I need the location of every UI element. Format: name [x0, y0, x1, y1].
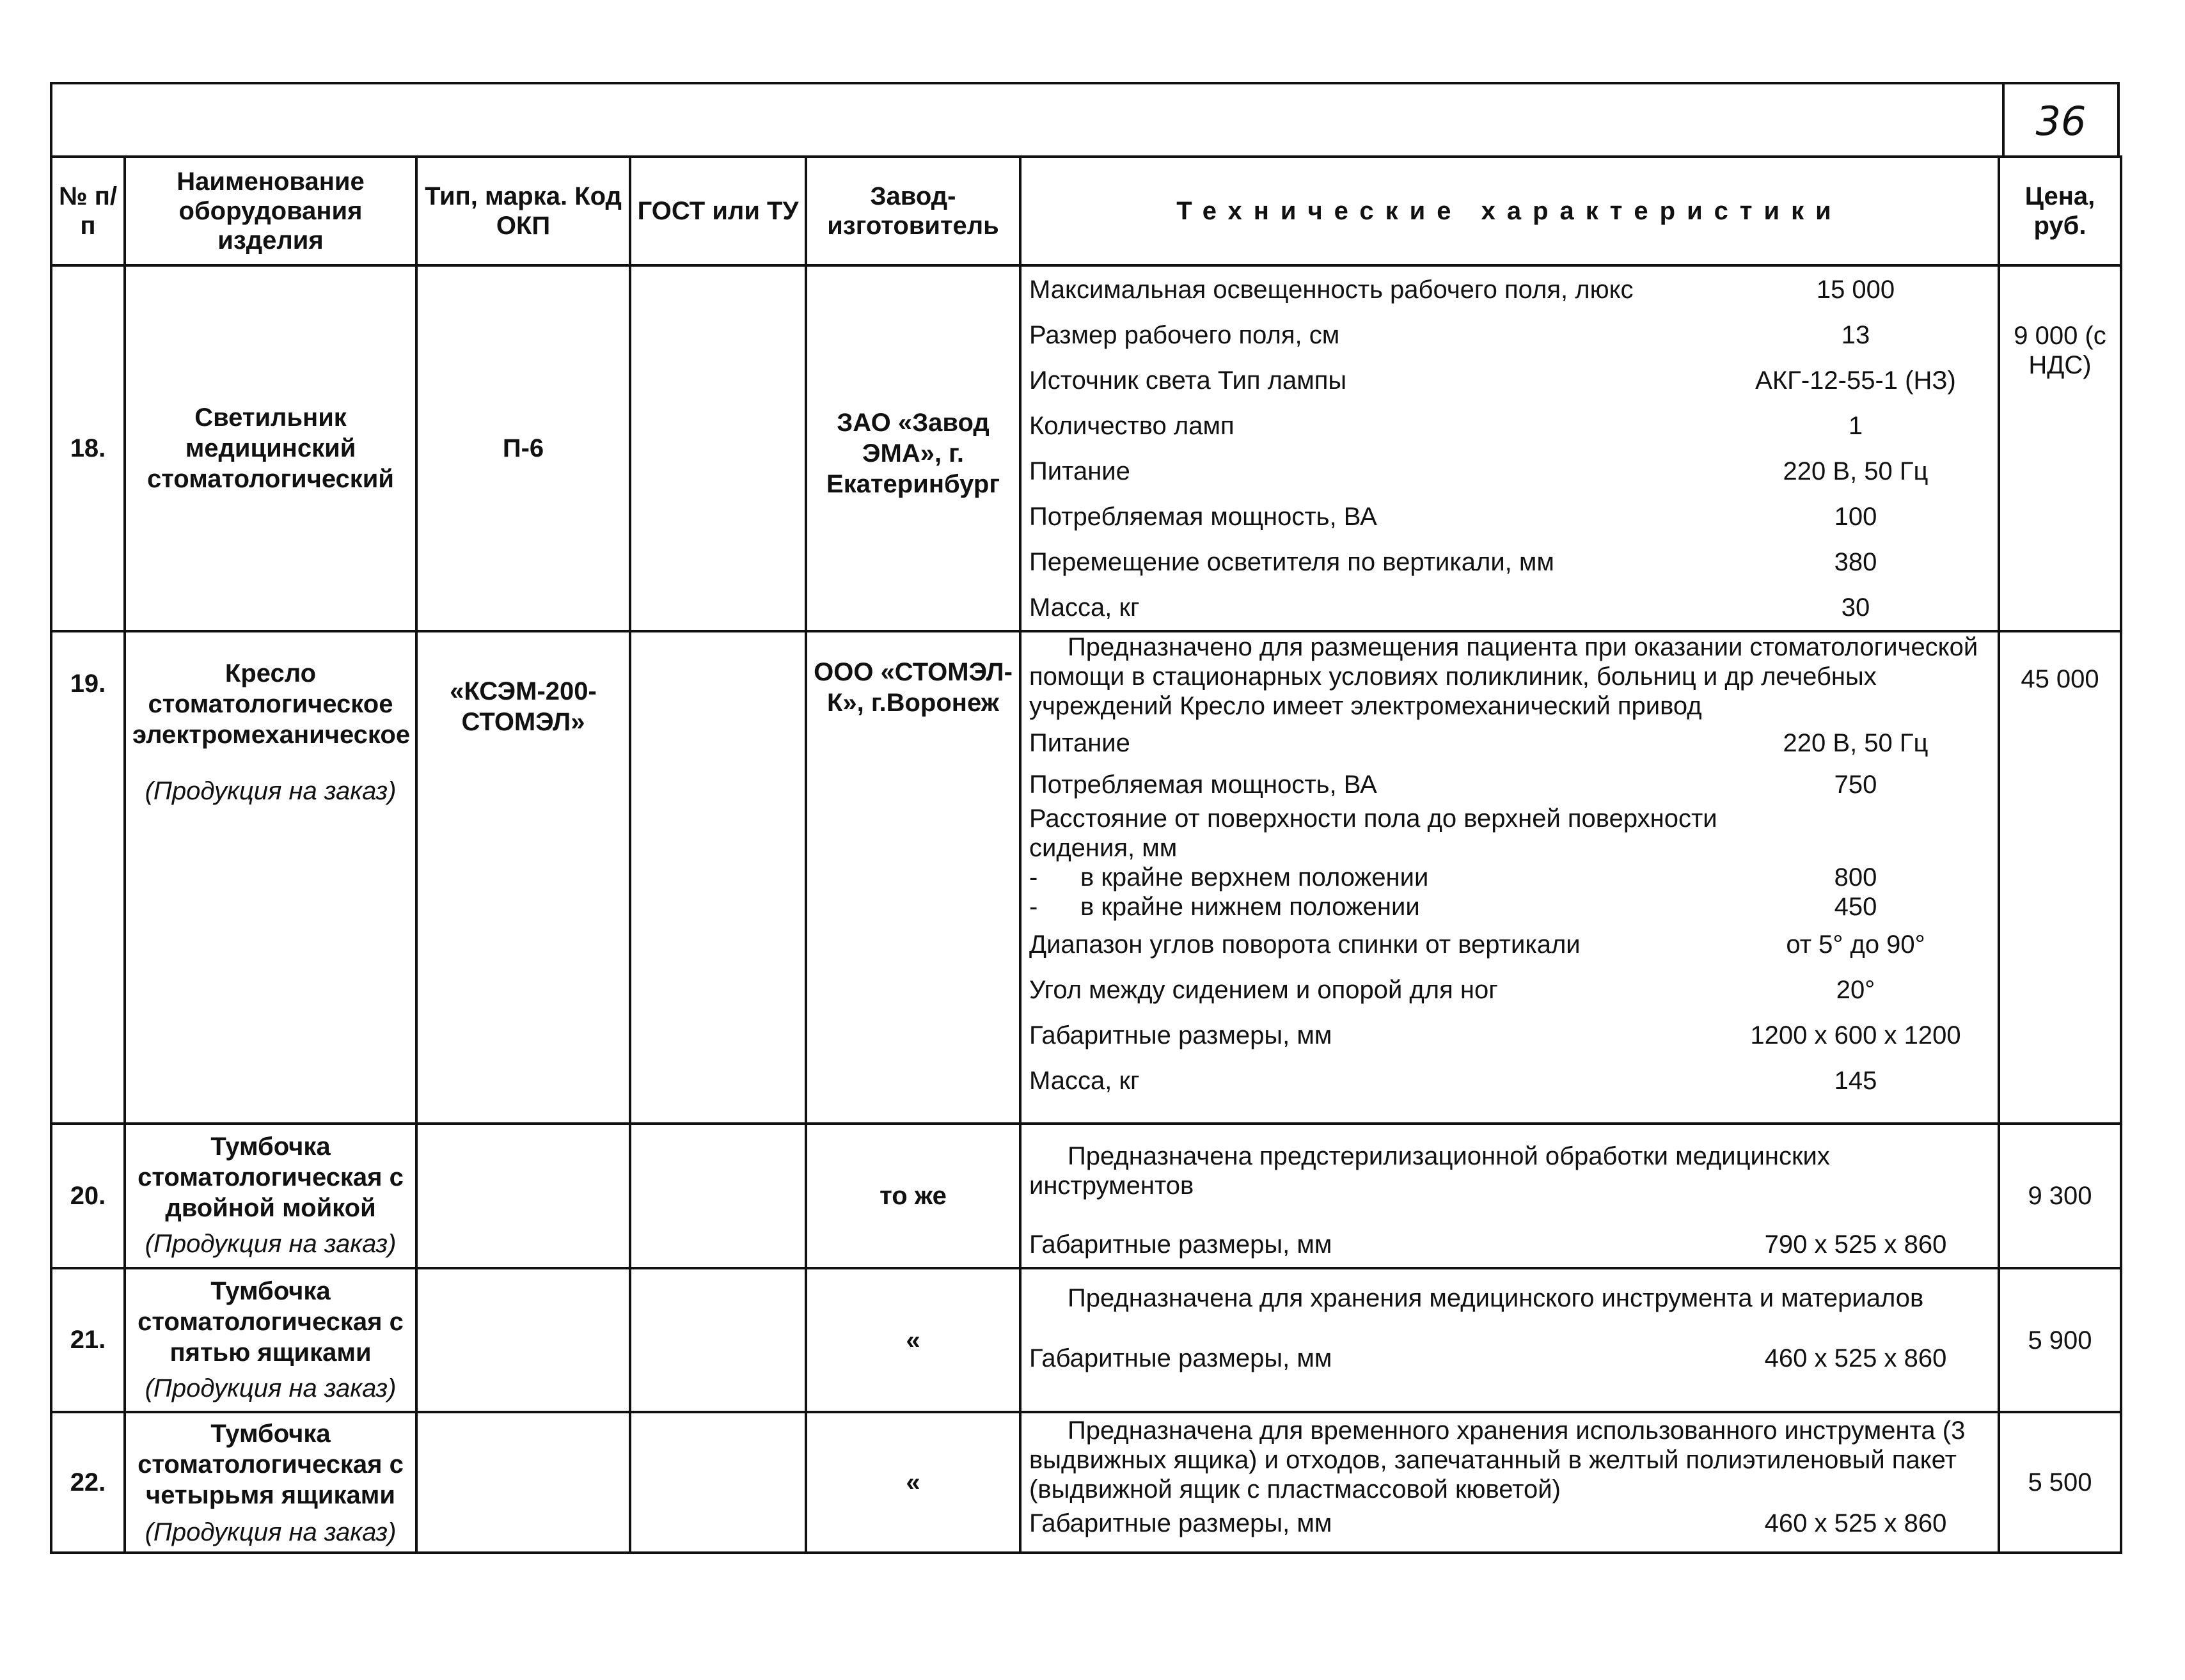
item-specs: [1020, 1268, 1999, 1412]
spec-key: Перемещение осветителя по вертикали, мм: [1029, 547, 1554, 576]
item-gost: [630, 1124, 806, 1268]
table-row: [51, 265, 2121, 631]
spec-description: Предназначена для временного хранения использованного инструмента (3 выдвижных ящика) и отходов, запечатанный в желтый полиэтиленовый пакет (выдвижной ящик с пластмассовой кюветой): [1029, 1417, 1966, 1503]
spec-value: 220 В, 50 Гц: [1783, 729, 1929, 757]
maker-text: ООО «СТОМЭЛ-К», г.Воронеж: [814, 658, 1013, 717]
spec-value: 1: [1848, 411, 1863, 440]
spec-key: Источник света Тип лампы: [1029, 366, 1347, 395]
item-type: П-6: [416, 265, 630, 631]
spec-key: в крайне верхнем положении: [1080, 863, 1429, 891]
item-price: 5 500: [1999, 1412, 2121, 1553]
item-name: [125, 1412, 416, 1553]
item-name-text: Тумбочка стоматологическая с пятью ящиками: [138, 1277, 404, 1367]
spec-description: Предназначена предстерилизационной обработки медицинских инструментов: [1029, 1142, 1830, 1200]
item-price: 5 900: [1999, 1268, 2121, 1412]
spec-value: 20°: [1836, 976, 1875, 1004]
spec-line: [1029, 892, 1990, 922]
dash-mark: -: [1029, 863, 1038, 891]
table-row: [51, 631, 2121, 1124]
spec-value: 15 000: [1816, 275, 1895, 304]
dash-mark: -: [1029, 893, 1038, 921]
item-name-text: Тумбочка стоматологическая с четырьмя ящиками: [138, 1420, 404, 1509]
spec-line: [1029, 448, 1990, 494]
price-list-sheet: [50, 82, 2120, 1557]
item-specs: [1020, 1124, 1999, 1268]
table-row: [51, 1268, 2121, 1412]
spec-line: [1029, 922, 1990, 968]
spec-line: [1029, 1222, 1990, 1267]
spec-value: 460 х 525 х 860: [1764, 1509, 1947, 1537]
item-specs: [1020, 631, 1999, 1124]
spec-key: Масса, кг: [1029, 593, 1140, 622]
spec-value: 790 х 525 х 860: [1764, 1230, 1947, 1259]
spec-key: Габаритные размеры, мм: [1029, 1230, 1332, 1259]
row-num: 18.: [51, 265, 125, 631]
col-gost: ГОСТ или ТУ: [630, 157, 806, 265]
row-num: 19.: [51, 631, 125, 1124]
item-price: [1999, 265, 2121, 631]
spec-distance-label: Расстояние от поверхности пола до верхней поверхности сидения, мм: [1029, 805, 1717, 862]
spec-line: [1029, 357, 1990, 403]
item-maker: [806, 631, 1020, 1124]
spec-key: Количество ламп: [1029, 411, 1234, 440]
spec-key: Габаритные размеры, мм: [1029, 1509, 1332, 1537]
row-num: 22.: [51, 1412, 125, 1553]
order-note: (Продукция на заказ): [145, 1518, 397, 1546]
spec-key: Максимальная освещенность рабочего поля, люкс: [1029, 275, 1634, 304]
spec-key: в крайне нижнем положении: [1080, 893, 1420, 921]
order-note: (Продукция на заказ): [145, 1230, 397, 1258]
spec-line: [1029, 1012, 1990, 1058]
spec-value: 750: [1834, 771, 1877, 799]
col-price: Цена, руб.: [1999, 157, 2121, 265]
item-gost: [630, 1412, 806, 1553]
row-num: 21.: [51, 1268, 125, 1412]
item-maker: «: [806, 1268, 1020, 1412]
item-name-text: Тумбочка стоматологическая с двойной мойкой: [138, 1133, 404, 1222]
header-band: [50, 82, 2120, 155]
page-number: 36: [2002, 84, 2117, 158]
type-text: «КСЭМ-200-СТОМЭЛ»: [450, 677, 597, 736]
maker-text: ЗАО «Завод ЭМА», г. Екатеринбург: [826, 409, 1000, 498]
spec-line: [1029, 1336, 1990, 1381]
col-name: Наименование оборудования изделия: [125, 157, 416, 265]
col-num: № п/п: [51, 157, 125, 265]
item-type: [416, 1124, 630, 1268]
item-gost: [630, 631, 806, 1124]
item-specs: [1020, 1412, 1999, 1553]
spec-value: 460 х 525 х 860: [1764, 1344, 1947, 1372]
price-text: 9 000 (с НДС): [2014, 322, 2106, 379]
spec-value: 145: [1834, 1067, 1877, 1095]
spec-line: [1029, 539, 1990, 585]
item-name: Светильник медицинский стоматологический: [125, 265, 416, 631]
spec-value: 380: [1834, 547, 1877, 576]
spec-key: Размер рабочего поля, см: [1029, 320, 1340, 349]
spec-key: Потребляемая мощность, ВА: [1029, 771, 1377, 799]
spec-value: 450: [1834, 893, 1877, 921]
spec-value: 220 В, 50 Гц: [1783, 457, 1929, 485]
table-row: [51, 1412, 2121, 1553]
header-row: [51, 157, 2121, 265]
spec-line: [1029, 267, 1990, 312]
spec-line: [1029, 1504, 1990, 1543]
spec-line: [1029, 863, 1990, 892]
spec-key: Питание: [1029, 457, 1130, 485]
col-specs: Технические характеристики: [1020, 157, 1999, 265]
spec-value: от 5° до 90°: [1786, 930, 1925, 959]
spec-line: [1029, 312, 1990, 357]
item-name: [125, 1124, 416, 1268]
spec-line: [1029, 494, 1990, 539]
spec-value: 13: [1841, 320, 1870, 349]
table-row: [51, 1124, 2121, 1268]
spec-line: [1029, 968, 1990, 1012]
spec-key: Габаритные размеры, мм: [1029, 1021, 1332, 1049]
item-type: [416, 1412, 630, 1553]
col-maker: Завод-изготовитель: [806, 157, 1020, 265]
item-gost: [630, 1268, 806, 1412]
spec-line: [1029, 585, 1990, 630]
spec-description: Предназначена для хранения медицинского инструмента и материалов: [1068, 1284, 1924, 1312]
item-name: [125, 1268, 416, 1412]
spec-value: 800: [1834, 863, 1877, 891]
spec-value: 30: [1841, 593, 1870, 622]
spec-value: АКГ-12-55-1 (НЗ): [1755, 366, 1956, 395]
spec-key: Диапазон углов поворота спинки от вертикали: [1029, 930, 1581, 959]
spec-line: [1029, 721, 1990, 765]
spec-value: 1200 х 600 х 1200: [1750, 1021, 1961, 1049]
item-price: [1999, 631, 2121, 1124]
spec-key: Питание: [1029, 729, 1130, 757]
spec-line: [1029, 1058, 1990, 1103]
item-gost: [630, 265, 806, 631]
spec-line: [1029, 765, 1990, 804]
order-note: (Продукция на заказ): [145, 1374, 397, 1402]
item-maker: [806, 265, 1020, 631]
item-maker: «: [806, 1412, 1020, 1553]
spec-description: Предназначено для размещения пациента при оказании стоматологической помощи в стационарных условиях поликлиник, больниц и др лечебных учреждений Кресло имеет электромеханический привод: [1029, 633, 1978, 720]
spec-key: Габаритные размеры, мм: [1029, 1344, 1332, 1372]
order-note: (Продукция на заказ): [145, 777, 397, 805]
spec-line: [1029, 403, 1990, 448]
price-text: 45 000: [2021, 665, 2099, 693]
spec-key: Потребляемая мощность, ВА: [1029, 502, 1377, 531]
spec-key: Угол между сидением и опорой для ног: [1029, 976, 1498, 1004]
spec-key: Масса, кг: [1029, 1067, 1140, 1095]
item-maker: то же: [806, 1124, 1020, 1268]
equipment-table: [50, 155, 2122, 1554]
col-type: Тип, марка. Код ОКП: [416, 157, 630, 265]
item-name: [125, 631, 416, 1124]
spec-value: 100: [1834, 502, 1877, 531]
item-name-text: Кресло стоматологическое электромеханическое: [132, 659, 411, 749]
item-type: [416, 1268, 630, 1412]
item-specs: [1020, 265, 1999, 631]
item-type: [416, 631, 630, 1124]
row-num: 20.: [51, 1124, 125, 1268]
item-price: 9 300: [1999, 1124, 2121, 1268]
